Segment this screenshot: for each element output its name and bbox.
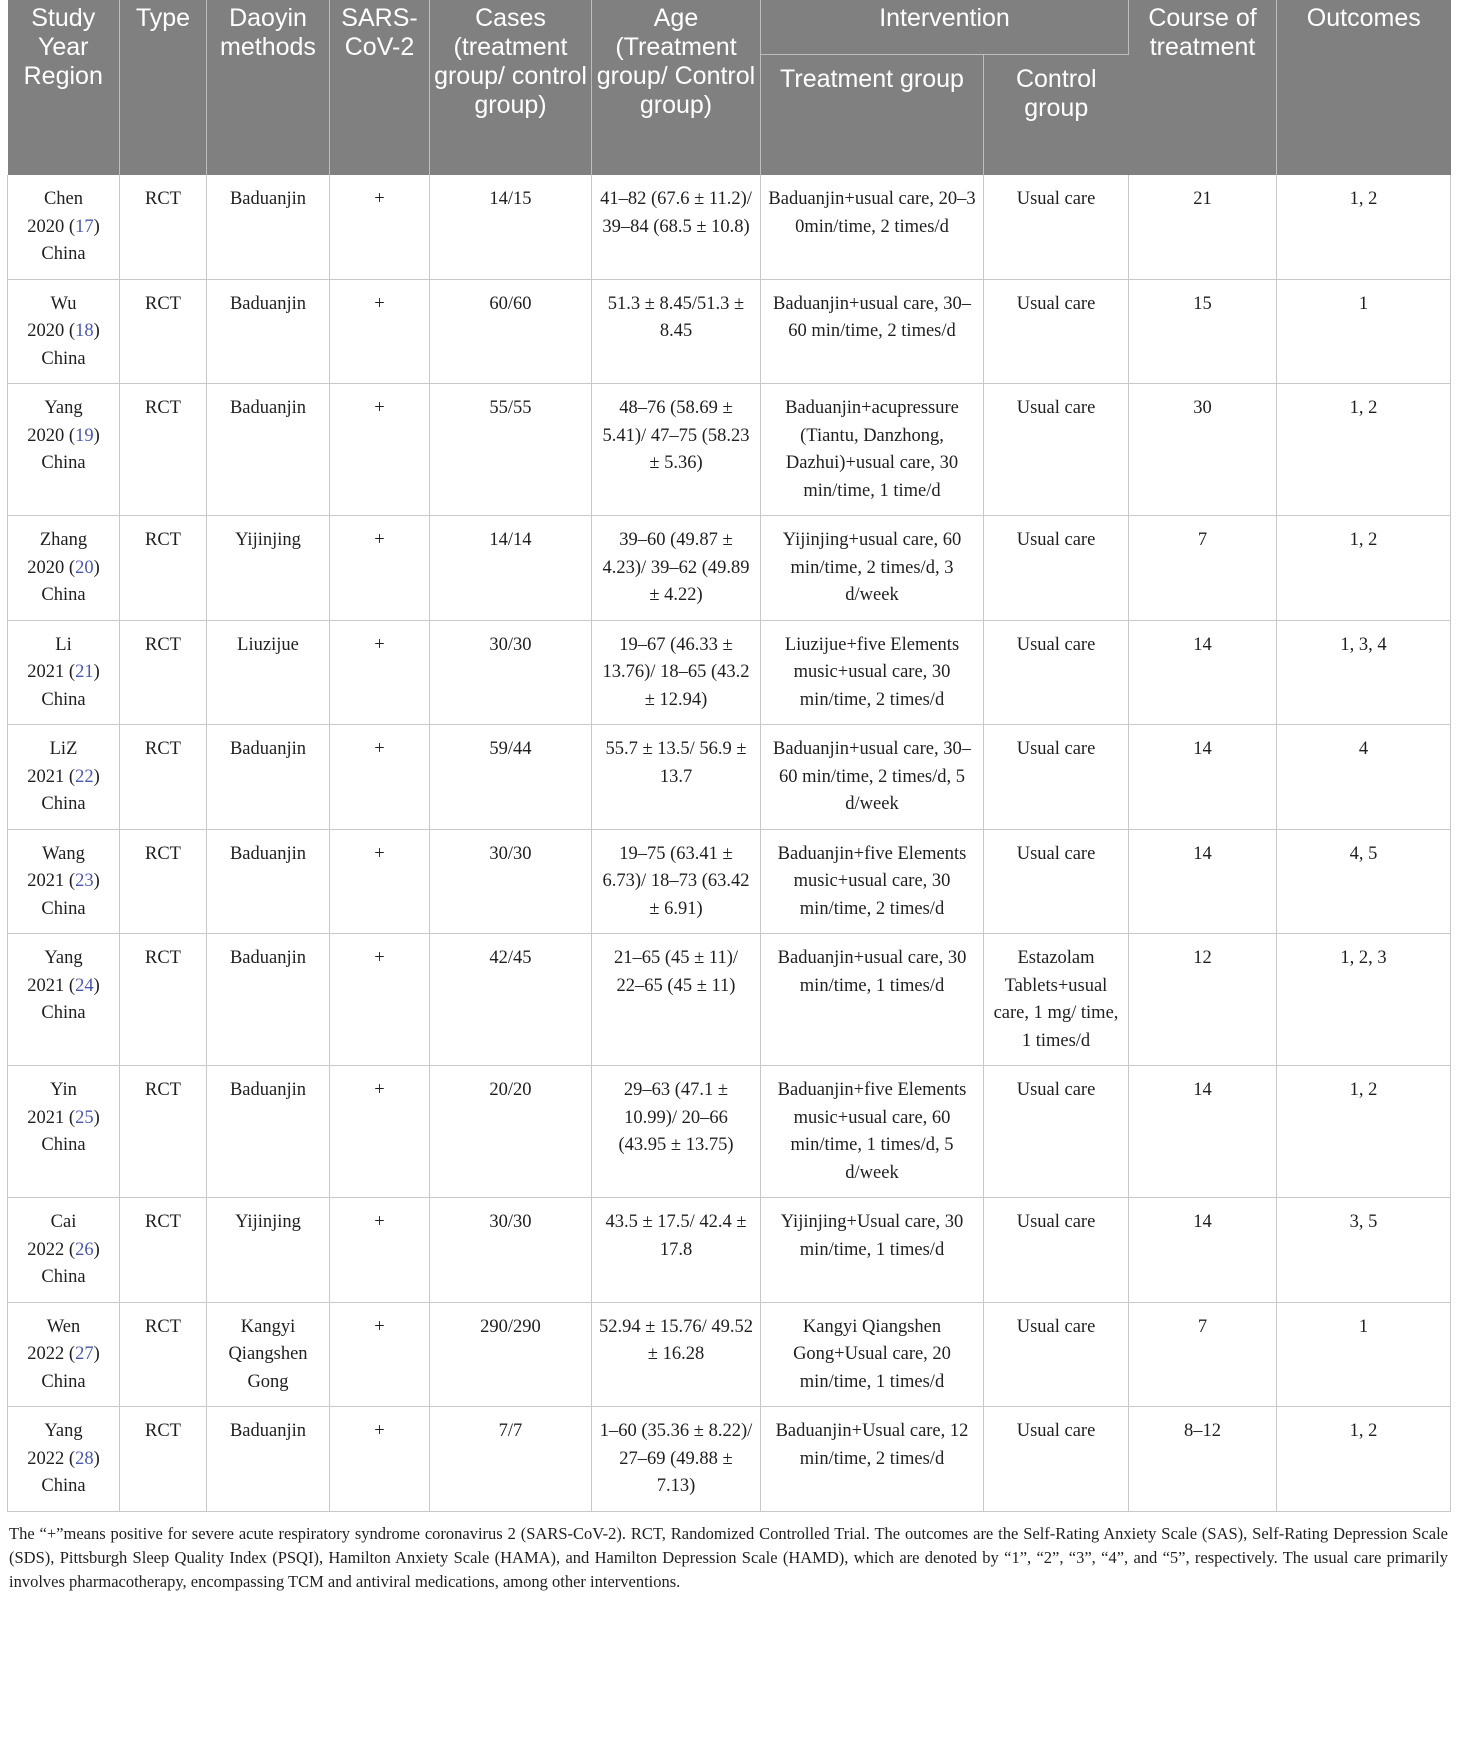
study-year: 2020 <box>27 321 65 341</box>
cell-treatment-group: Baduanjin+five Elements music+usual care, 60 min/time, 1 times/d, 5 d/week <box>761 1066 984 1198</box>
cell-treatment-group: Baduanjin+five Elements music+usual care, 30 min/time, 2 times/d <box>761 829 984 934</box>
cell-cases: 30/30 <box>430 620 592 725</box>
header-sars-cov-2: SARS-CoV-2 <box>330 0 430 175</box>
table-header <box>8 0 1451 175</box>
study-author: LiZ <box>49 739 78 759</box>
cell-sars-cov-2: + <box>330 1066 430 1198</box>
cell-type: RCT <box>120 1407 207 1512</box>
cell-sars-cov-2: + <box>330 1407 430 1512</box>
study-year: 2022 <box>27 1448 65 1469</box>
study-region: China <box>41 244 86 264</box>
cell-study <box>8 1066 120 1198</box>
cell-control-group: Usual care <box>984 829 1129 934</box>
header-age: Age (Treatment group/ Control group) <box>592 0 761 175</box>
reference-link[interactable]: 22 <box>75 766 94 787</box>
header-course: Course of treatment <box>1129 0 1277 175</box>
cell-treatment-group: Yijinjing+Usual care, 30 min/time, 1 times/d <box>761 1198 984 1303</box>
table-row <box>8 1302 1451 1407</box>
cell-course: 8–12 <box>1129 1407 1277 1512</box>
cell-type: RCT <box>120 384 207 516</box>
study-year-ref: 2020 (18) <box>27 321 100 341</box>
study-author: Yang <box>44 1421 83 1441</box>
study-year-ref: 2022 (26) <box>27 1239 100 1260</box>
study-region: China <box>41 898 86 919</box>
study-author: Chen <box>43 189 84 209</box>
cell-cases: 14/15 <box>430 175 592 279</box>
cell-outcomes: 1, 3, 4 <box>1277 620 1451 725</box>
cell-daoyin-method: Yijinjing <box>207 1198 330 1303</box>
cell-sars-cov-2: + <box>330 384 430 516</box>
cell-outcomes: 1, 2 <box>1277 1407 1451 1512</box>
cell-course: 21 <box>1129 175 1277 279</box>
cell-study <box>8 279 120 384</box>
cell-sars-cov-2: + <box>330 829 430 934</box>
cell-control-group: Usual care <box>984 516 1129 621</box>
cell-type: RCT <box>120 725 207 830</box>
cell-cases: 30/30 <box>430 829 592 934</box>
header-outcomes: Outcomes <box>1277 0 1451 175</box>
table-row <box>8 725 1451 830</box>
cell-outcomes: 1, 2 <box>1277 384 1451 516</box>
header-daoyin-methods: Daoyin methods <box>207 0 330 175</box>
study-year-ref: 2022 (27) <box>27 1344 100 1364</box>
study-author: Yang <box>44 398 83 418</box>
reference-link[interactable]: 17 <box>75 216 94 237</box>
reference-link[interactable]: 27 <box>75 1344 94 1364</box>
cell-study <box>8 725 120 830</box>
cell-daoyin-method: Baduanjin <box>207 279 330 384</box>
cell-type: RCT <box>120 934 207 1066</box>
cell-treatment-group: Baduanjin+usual care, 30 min/time, 1 times/d <box>761 934 984 1066</box>
study-author: Wu <box>50 293 77 314</box>
header-intervention: Intervention <box>761 0 1129 55</box>
cell-daoyin-method: Liuzijue <box>207 620 330 725</box>
study-region: China <box>41 1135 86 1155</box>
cell-daoyin-method: Baduanjin <box>207 934 330 1066</box>
cell-treatment-group: Yijinjing+usual care, 60 min/time, 2 times/d, 3 d/week <box>761 516 984 621</box>
cell-course: 14 <box>1129 1198 1277 1303</box>
cell-control-group: Usual care <box>984 175 1129 279</box>
table-row <box>8 175 1451 279</box>
cell-course: 12 <box>1129 934 1277 1066</box>
study-year: 2021 <box>27 766 65 787</box>
cell-type: RCT <box>120 620 207 725</box>
cell-outcomes: 1, 2 <box>1277 516 1451 621</box>
cell-course: 14 <box>1129 1066 1277 1198</box>
cell-daoyin-method: Baduanjin <box>207 1407 330 1512</box>
reference-link[interactable]: 28 <box>75 1448 94 1469</box>
cell-type: RCT <box>120 516 207 621</box>
cell-cases: 30/30 <box>430 1198 592 1303</box>
table-container <box>7 0 1450 1594</box>
cell-outcomes: 1, 2 <box>1277 1066 1451 1198</box>
cell-study <box>8 1302 120 1407</box>
cell-outcomes: 1, 2, 3 <box>1277 934 1451 1066</box>
cell-daoyin-method: Yijinjing <box>207 516 330 621</box>
cell-control-group: Usual care <box>984 279 1129 384</box>
cell-sars-cov-2: + <box>330 725 430 830</box>
study-year-ref: 2020 (19) <box>27 425 100 446</box>
cell-cases: 7/7 <box>430 1407 592 1512</box>
header-cases: Cases (treatment group/ control group) <box>430 0 592 175</box>
cell-treatment-group: Baduanjin+Usual care, 12 min/time, 2 times/d <box>761 1407 984 1512</box>
cell-study <box>8 175 120 279</box>
cell-control-group: Usual care <box>984 1198 1129 1303</box>
study-author: Wen <box>46 1316 81 1337</box>
study-region: China <box>41 453 86 473</box>
study-characteristics-table <box>7 0 1451 1512</box>
table-row <box>8 829 1451 934</box>
cell-age: 29–63 (47.1 ± 10.99)/ 20–66 (43.95 ± 13.75) <box>592 1066 761 1198</box>
cell-study <box>8 1407 120 1512</box>
study-region: China <box>41 348 86 369</box>
study-author: Yin <box>50 1080 77 1100</box>
cell-study <box>8 516 120 621</box>
cell-control-group: Usual care <box>984 620 1129 725</box>
cell-daoyin-method: Kangyi Qiangshen Gong <box>207 1302 330 1407</box>
cell-age: 21–65 (45 ± 11)/ 22–65 (45 ± 11) <box>592 934 761 1066</box>
study-author: Yang <box>44 948 83 968</box>
cell-study <box>8 384 120 516</box>
cell-type: RCT <box>120 175 207 279</box>
cell-cases: 59/44 <box>430 725 592 830</box>
study-region: China <box>41 689 86 710</box>
table-footnote: The “+”means positive for severe acute respiratory syndrome coronavirus 2 (SARS-CoV-2). RCT, Randomized Controlled Trial. The outcomes are the Self-Rating Anxiety Scale (SAS), Self-Rating Depression Scale (SDS), Pittsburgh Sleep Quality Index (PSQI), Hamilton Anxiety Scale (HAMA), and Hamilton Depression Scale (HAMD), which are denoted by “1”, “2”, “3”, “4”, and “5”, respectively. The usual care primarily involves pharmacotherapy, encompassing TCM and antiviral medications, among other interventions. <box>9 1523 1448 1591</box>
study-region: China <box>41 585 86 605</box>
reference-link[interactable]: 24 <box>75 975 94 996</box>
study-year-ref: 2021 (24) <box>27 975 100 996</box>
cell-course: 15 <box>1129 279 1277 384</box>
study-region: China <box>41 1371 86 1392</box>
study-year: 2022 <box>27 1239 65 1260</box>
cell-sars-cov-2: + <box>330 620 430 725</box>
cell-age: 43.5 ± 17.5/ 42.4 ± 17.8 <box>592 1198 761 1303</box>
study-author: Cai <box>50 1212 77 1232</box>
study-author: Li <box>55 634 72 655</box>
table-row <box>8 1407 1451 1512</box>
cell-outcomes: 1 <box>1277 279 1451 384</box>
study-region: China <box>41 794 86 814</box>
reference-link[interactable]: 26 <box>75 1239 94 1260</box>
cell-course: 14 <box>1129 620 1277 725</box>
cell-cases: 42/45 <box>430 934 592 1066</box>
header-control-group: Control group <box>984 55 1129 176</box>
reference-link[interactable]: 23 <box>75 871 94 891</box>
study-year: 2020 <box>27 557 65 578</box>
cell-daoyin-method: Baduanjin <box>207 175 330 279</box>
study-year: 2021 <box>27 871 65 891</box>
cell-study <box>8 620 120 725</box>
cell-control-group: Estazolam Tablets+usual care, 1 mg/ time, 1 times/d <box>984 934 1129 1066</box>
cell-age: 55.7 ± 13.5/ 56.9 ± 13.7 <box>592 725 761 830</box>
table-row <box>8 620 1451 725</box>
table-row <box>8 1198 1451 1303</box>
cell-sars-cov-2: + <box>330 1302 430 1407</box>
cell-age: 51.3 ± 8.45/51.3 ± 8.45 <box>592 279 761 384</box>
study-year: 2020 <box>27 425 65 446</box>
study-year: 2021 <box>27 975 65 996</box>
cell-daoyin-method: Baduanjin <box>207 829 330 934</box>
study-region: China <box>41 1476 86 1496</box>
study-year: 2022 <box>27 1344 65 1364</box>
cell-control-group: Usual care <box>984 725 1129 830</box>
reference-link[interactable]: 18 <box>75 321 94 341</box>
cell-study <box>8 1198 120 1303</box>
study-author: Zhang <box>39 530 88 550</box>
cell-cases: 60/60 <box>430 279 592 384</box>
cell-age: 19–75 (63.41 ± 6.73)/ 18–73 (63.42 ± 6.91) <box>592 829 761 934</box>
cell-cases: 14/14 <box>430 516 592 621</box>
cell-outcomes: 1 <box>1277 1302 1451 1407</box>
cell-daoyin-method: Baduanjin <box>207 1066 330 1198</box>
study-year: 2020 <box>27 216 65 237</box>
cell-daoyin-method: Baduanjin <box>207 725 330 830</box>
study-year: 2021 <box>27 662 65 682</box>
cell-treatment-group: Liuzijue+five Elements music+usual care, 30 min/time, 2 times/d <box>761 620 984 725</box>
cell-control-group: Usual care <box>984 1302 1129 1407</box>
cell-sars-cov-2: + <box>330 1198 430 1303</box>
cell-cases: 290/290 <box>430 1302 592 1407</box>
table-row <box>8 934 1451 1066</box>
reference-link[interactable]: 19 <box>75 425 94 446</box>
table-body <box>8 175 1451 1511</box>
cell-age: 48–76 (58.69 ± 5.41)/ 47–75 (58.23 ± 5.36) <box>592 384 761 516</box>
header-study: Study Year Region <box>8 0 120 175</box>
study-year-ref: 2021 (21) <box>27 662 100 682</box>
study-year-ref: 2020 (20) <box>27 557 100 578</box>
study-year-ref: 2022 (28) <box>27 1448 100 1469</box>
header-treatment-group: Treatment group <box>761 55 984 176</box>
table-row <box>8 279 1451 384</box>
cell-control-group: Usual care <box>984 1066 1129 1198</box>
cell-treatment-group: Baduanjin+usual care, 30–60 min/time, 2 times/d <box>761 279 984 384</box>
reference-link[interactable]: 21 <box>75 662 94 682</box>
cell-course: 30 <box>1129 384 1277 516</box>
cell-sars-cov-2: + <box>330 279 430 384</box>
study-author: Wang <box>42 843 85 864</box>
study-region: China <box>41 1003 86 1023</box>
cell-outcomes: 3, 5 <box>1277 1198 1451 1303</box>
study-year: 2021 <box>27 1107 65 1128</box>
cell-treatment-group: Kangyi Qiangshen Gong+Usual care, 20 min/time, 1 times/d <box>761 1302 984 1407</box>
cell-control-group: Usual care <box>984 384 1129 516</box>
cell-study <box>8 829 120 934</box>
study-year-ref: 2021 (23) <box>27 871 100 891</box>
header-type: Type <box>120 0 207 175</box>
table-row <box>8 516 1451 621</box>
cell-course: 14 <box>1129 725 1277 830</box>
cell-daoyin-method: Baduanjin <box>207 384 330 516</box>
reference-link[interactable]: 20 <box>75 557 94 578</box>
table-row <box>8 1066 1451 1198</box>
cell-type: RCT <box>120 1066 207 1198</box>
cell-type: RCT <box>120 829 207 934</box>
cell-control-group: Usual care <box>984 1407 1129 1512</box>
cell-treatment-group: Baduanjin+acupressure (Tiantu, Danzhong, Dazhui)+usual care, 30 min/time, 1 time/d <box>761 384 984 516</box>
cell-outcomes: 4 <box>1277 725 1451 830</box>
cell-sars-cov-2: + <box>330 934 430 1066</box>
cell-age: 41–82 (67.6 ± 11.2)/ 39–84 (68.5 ± 10.8) <box>592 175 761 279</box>
table-row <box>8 384 1451 516</box>
cell-sars-cov-2: + <box>330 516 430 621</box>
cell-course: 7 <box>1129 1302 1277 1407</box>
cell-cases: 55/55 <box>430 384 592 516</box>
study-year-ref: 2021 (25) <box>27 1107 100 1128</box>
cell-age: 39–60 (49.87 ± 4.23)/ 39–62 (49.89 ± 4.22) <box>592 516 761 621</box>
cell-course: 7 <box>1129 516 1277 621</box>
cell-type: RCT <box>120 1302 207 1407</box>
study-year-ref: 2020 (17) <box>27 216 100 237</box>
cell-outcomes: 4, 5 <box>1277 829 1451 934</box>
cell-age: 52.94 ± 15.76/ 49.52 ± 16.28 <box>592 1302 761 1407</box>
cell-study <box>8 934 120 1066</box>
study-region: China <box>41 1267 86 1287</box>
cell-outcomes: 1, 2 <box>1277 175 1451 279</box>
cell-type: RCT <box>120 279 207 384</box>
cell-sars-cov-2: + <box>330 175 430 279</box>
cell-treatment-group: Baduanjin+usual care, 20–3 0min/time, 2 times/d <box>761 175 984 279</box>
cell-type: RCT <box>120 1198 207 1303</box>
cell-treatment-group: Baduanjin+usual care, 30–60 min/time, 2 times/d, 5 d/week <box>761 725 984 830</box>
reference-link[interactable]: 25 <box>75 1107 94 1128</box>
study-year-ref: 2021 (22) <box>27 766 100 787</box>
cell-course: 14 <box>1129 829 1277 934</box>
cell-age: 19–67 (46.33 ± 13.76)/ 18–65 (43.2 ± 12.94) <box>592 620 761 725</box>
cell-cases: 20/20 <box>430 1066 592 1198</box>
cell-age: 1–60 (35.36 ± 8.22)/ 27–69 (49.88 ± 7.13) <box>592 1407 761 1512</box>
